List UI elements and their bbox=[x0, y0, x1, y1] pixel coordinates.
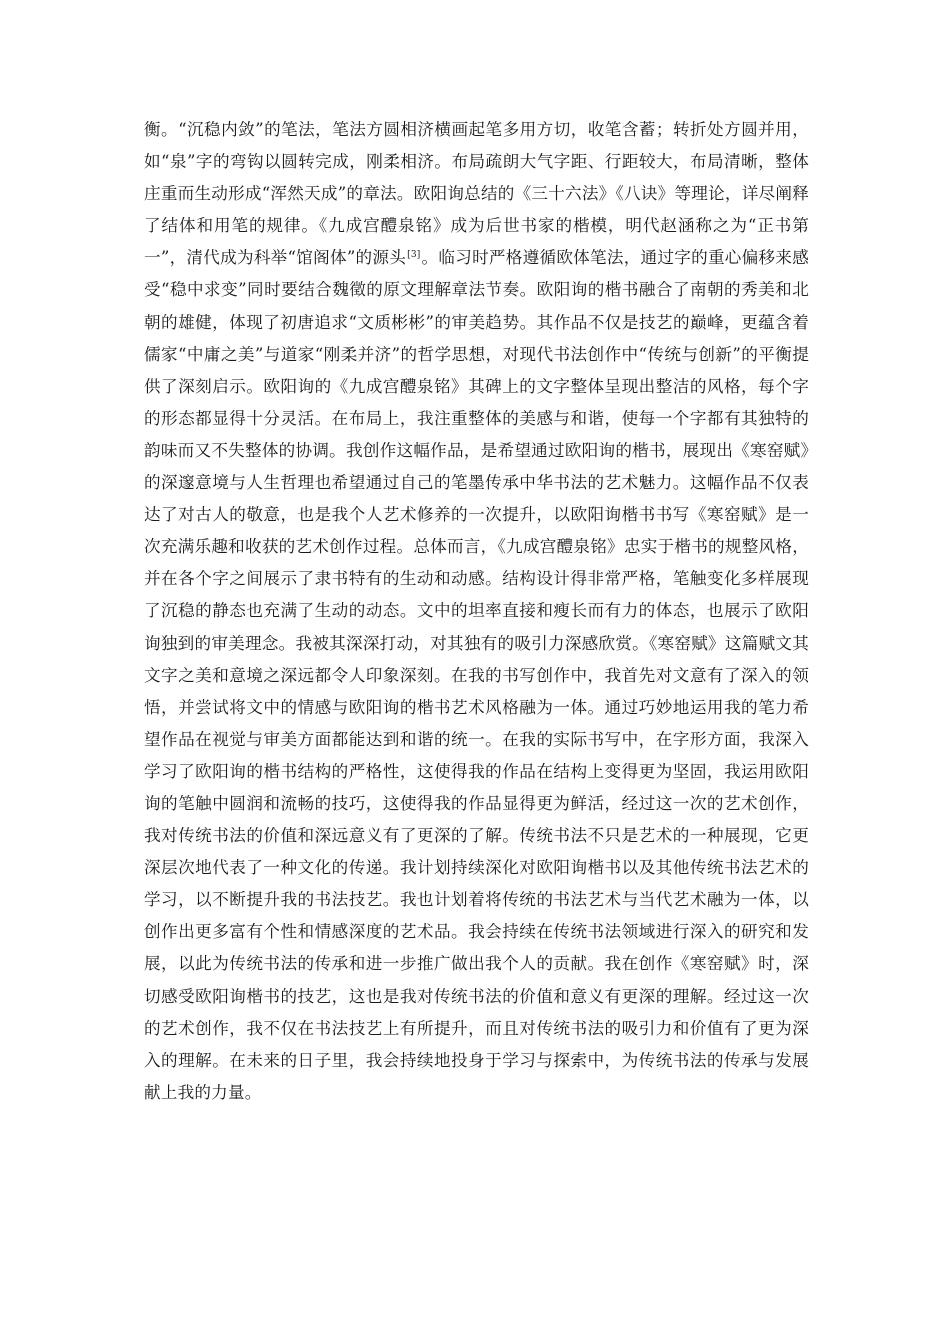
body-paragraph bbox=[144, 114, 809, 1109]
paragraph-text-part-2: 。临习时严格遵循欧体笔法，通过字的重心偏移来感受“稳中求变”同时要结合魏徵的原文理解章法节奏。欧阳询的楷书融合了南朝的秀美和北朝的雄健，体现了初唐追求“文质彬彬”的审美趋势。其作品不仅是技艺的巅峰，更蕴含着儒家“中庸之美”与道家“刚柔并济”的哲学思想，对现代书法创作中“传统与创新”的平衡提供了深刻启示。欧阳询的《九成宫醴泉铭》其碑上的文字整体呈现出整洁的风格，每个字的形态都显得十分灵活。在布局上，我注重整体的美感与和谐，使每一个字都有其独特的韵味而又不失整体的协调。我创作这幅作品，是希望通过欧阳询的楷书，展现出《寒窑赋》的深邃意境与人生哲理也希望通过自己的笔墨传承中华书法的艺术魅力。这幅作品不仅表达了对古人的敬意，也是我个人艺术修养的一次提升，以欧阳询楷书书写《寒窑赋》是一次充满乐趣和收获的艺术创作过程。总体而言，《九成宫醴泉铭》忠实于楷书的规整风格，并在各个字之间展示了隶书特有的生动和动感。结构设计得非常严格，笔触变化多样展现了沉稳的静态也充满了生动的动态。文中的坦率直接和瘦长而有力的体态，也展示了欧阳询独到的审美理念。我被其深深打动，对其独有的吸引力深感欣赏。《寒窑赋》这篇赋文其文字之美和意境之深远都令人印象深刻。在我的书写创作中，我首先对文意有了深入的领悟，并尝试将文中的情感与欧阳询的楷书艺术风格融为一体。通过巧妙地运用我的笔力希望作品在视觉与审美方面都能达到和谐的统一。在我的实际书写中，在字形方面，我深入学习了欧阳询的楷书结构的严格性，这使得我的作品在结构上变得更为坚固，我运用欧阳询的笔触中圆润和流畅的技巧，这使得我的作品显得更为鲜活，经过这一次的艺术创作，我对传统书法的价值和深远意义有了更深的了解。传统书法不只是艺术的一种展现，它更深层次地代表了一种文化的传递。我计划持续深化对欧阳询楷书以及其他传统书法艺术的学习，以不断提升我的书法技艺。我也计划着将传统的书法艺术与当代艺术融为一体，以创作出更多富有个性和情感深度的艺术品。我会持续在传统书法领域进行深入的研究和发展，以此为传统书法的传承和进一步推广做出我个人的贡献。我在创作《寒窑赋》时，深切感受欧阳询楷书的技艺，这也是我对传统书法的价值和意义有更深的理解。经过这一次的艺术创作，我不仅在书法技艺上有所提升，而且对传统书法的吸引力和价值有了更为深入的理解。在未来的日子里，我会持续地投身于学习与探索中，为传统书法的传承与发展献上我的力量。 bbox=[144, 248, 809, 1102]
citation-reference[interactable]: [3] bbox=[407, 250, 421, 261]
paragraph-text-part-1: 衡。“沉稳内敛”的笔法，笔法方圆相济横画起笔多用方切，收笔含蓄；转折处方圆并用，如“泉”字的弯钩以圆转完成，刚柔相济。布局疏朗大气字距、行距较大，布局清晰，整体庄重而生动形成“浑然天成”的章法。欧阳询总结的《三十六法》《八诀》等理论，详尽阐释了结体和用笔的规律。《九成宫醴泉铭》成为后世书家的楷模，明代赵涵称之为“正书第一”，清代成为科举“馆阁体”的源头 bbox=[144, 120, 809, 268]
